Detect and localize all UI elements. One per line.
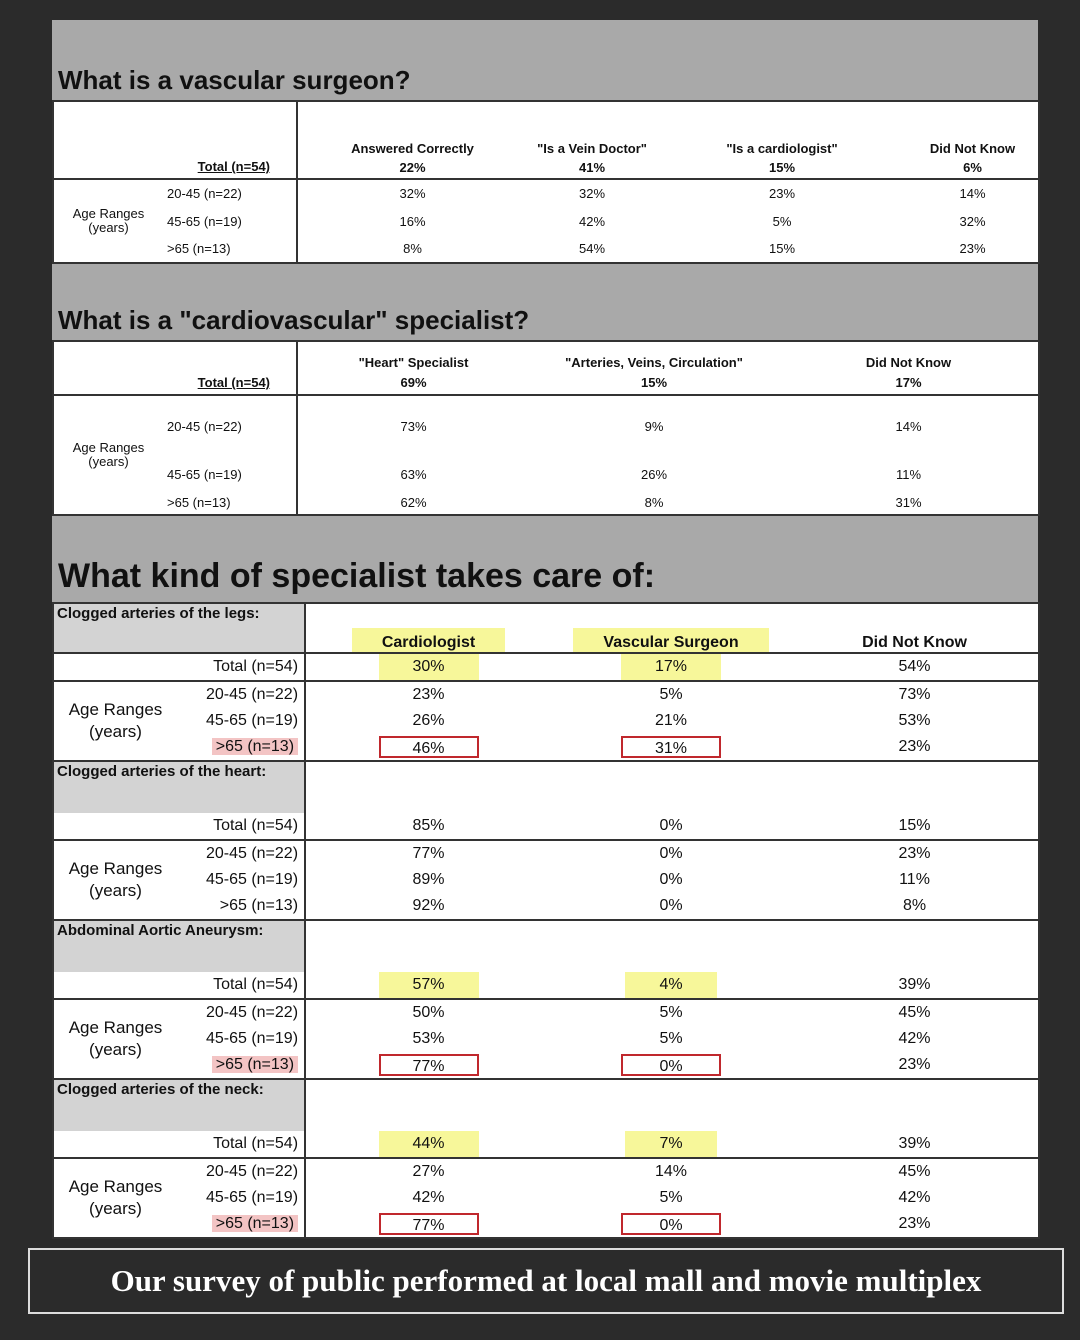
row-label: 45-65 (n=19) [177,1026,305,1052]
total-value: 7% [625,1131,716,1157]
row-label: >65 (n=13) [177,893,305,920]
col-header-vascular-surgeon: Vascular Surgeon [573,628,768,652]
total-value: 17% [895,375,922,390]
total-value: 15% [641,375,668,390]
table-row [53,179,1039,207]
cell: 42% [579,213,606,229]
row-label: >65 (n=13) [177,1052,305,1079]
age-ranges-label: Age Ranges (years) [53,999,177,1079]
age-ranges-label: Age Ranges (years) [53,395,163,515]
col-header-did-not-know: Did Not Know [862,634,967,651]
col-header: "Arteries, Veins, Circulation" [565,355,743,370]
col-header: Did Not Know [929,141,1016,156]
cell: 0% [659,897,683,914]
cell: 15% [769,241,796,256]
cell: 53% [898,712,931,729]
category-label: Abdominal Aortic Aneurysm: [53,920,305,972]
col-header: Answered Correctly [351,141,474,156]
age-ranges-label: Age Ranges (years) [53,840,177,920]
age-ranges-label: Age Ranges (years) [53,1158,177,1238]
cell: 26% [641,466,668,482]
row-label: >65 (n=13) [163,491,297,515]
highlighted-cell: 46% [379,736,479,758]
cell: 23% [657,179,907,207]
cell: 8% [902,897,927,914]
total-label: Total (n=54) [53,972,305,999]
total-value: 54% [791,653,1039,681]
cell: 11% [899,871,930,888]
cell: 8% [403,241,422,256]
table-row [53,999,1039,1026]
cell: 5% [659,1004,683,1021]
section-title: What is a vascular surgeon? [58,65,411,95]
row-label: 20-45 (n=22) [177,999,305,1026]
total-value: 6% [963,160,982,175]
cell: 23% [898,1215,931,1232]
table-row [53,235,1039,263]
cell: 23% [898,738,931,755]
row-label: 45-65 (n=19) [163,457,297,491]
cell: 26% [412,712,445,729]
table-row [53,1026,1039,1052]
col-header: Did Not Know [865,355,952,370]
total-label: Total (n=54) [53,1131,305,1158]
cell: 45% [791,1158,1039,1185]
cell: 5% [659,686,683,703]
category-label: Clogged arteries of the legs: [53,603,305,653]
survey-sheet [52,20,1038,1239]
cell: 14% [655,1163,688,1180]
row-label: 45-65 (n=19) [177,708,305,734]
total-value: 15% [898,817,931,834]
col-header: "Is a cardiologist" [726,141,838,156]
cell: 16% [399,213,426,229]
highlighted-cell: 77% [379,1213,479,1235]
section-title: What is a "cardiovascular" specialist? [58,305,530,335]
cell: 23% [412,686,445,703]
table-row [53,972,1039,999]
row-label: 20-45 (n=22) [177,840,305,867]
total-value: 22% [399,160,426,175]
table-row [53,1185,1039,1211]
cell: 62% [400,495,427,510]
total-value: 85% [412,817,445,834]
cell: 42% [898,1189,931,1206]
table-row [53,457,1039,491]
cell: 14% [779,395,1039,457]
table-row [53,1052,1039,1079]
cell: 73% [297,395,529,457]
table-row [53,734,1039,761]
cell: 23% [898,1056,931,1073]
cell: 63% [400,466,427,482]
cell: 77% [412,845,445,862]
cell: 92% [412,897,445,914]
cell: 32% [527,179,657,207]
cell: 9% [529,395,779,457]
table-row [53,708,1039,734]
total-value: 41% [579,160,606,175]
cell: 0% [659,871,683,888]
col-header: "Heart" Specialist [358,355,469,370]
cell: 54% [579,241,606,256]
table-row [53,653,1039,681]
cell: 14% [907,179,1039,207]
row-label: 20-45 (n=22) [163,179,297,207]
total-label: Total (n=54) [197,159,271,174]
cell: 23% [959,241,986,256]
cell: 5% [659,1030,683,1047]
total-value: 4% [625,972,716,998]
cell: 5% [772,213,792,229]
table-row [53,491,1039,515]
survey-caption: Our survey of public performed at local mall and movie multiplex [28,1248,1064,1314]
highlighted-cell: 0% [621,1213,721,1235]
total-value: 39% [898,1135,931,1152]
cardiovascular-specialist-table [52,340,1040,516]
cell: 31% [895,495,922,510]
cell: 0% [659,845,683,862]
cell: 50% [412,1004,445,1021]
highlighted-cell: 77% [379,1054,479,1076]
row-label: 20-45 (n=22) [177,681,305,708]
table-row [53,395,1039,457]
age-ranges-label: Age Ranges (years) [53,179,163,263]
category-label: Clogged arteries of the neck: [53,1079,305,1131]
cell: 53% [412,1030,445,1047]
table-row [53,207,1039,235]
table-row [53,1131,1039,1158]
row-label: >65 (n=13) [163,235,297,263]
cell: 11% [895,466,922,482]
cell: 5% [659,1189,683,1206]
row-label: 45-65 (n=19) [177,1185,305,1211]
row-label: 45-65 (n=19) [177,867,305,893]
row-label: 20-45 (n=22) [163,395,297,457]
cell: 42% [412,1189,445,1206]
cell: 32% [297,179,527,207]
table-row [53,1211,1039,1238]
table-row [53,1158,1039,1185]
total-label: Total (n=54) [197,375,271,390]
table-row [53,840,1039,867]
cell: 73% [791,681,1039,708]
section-title: What kind of specialist takes care of: [58,557,656,595]
total-value: 69% [400,375,427,390]
cell: 21% [655,712,688,729]
section-cardiovascular-title-bar [52,264,1038,340]
vascular-surgeon-table [52,100,1040,264]
table-row [53,867,1039,893]
total-value: 30% [379,654,479,680]
total-value: 39% [898,976,931,993]
total-label: Total (n=54) [53,813,305,840]
cell: 27% [412,1163,445,1180]
row-label: >65 (n=13) [177,734,305,761]
row-label: >65 (n=13) [177,1211,305,1238]
row-label: 45-65 (n=19) [163,207,297,235]
highlighted-cell: 31% [621,736,721,758]
specialist-care-table [52,602,1040,1239]
col-header-cardiologist: Cardiologist [352,628,505,652]
cell: 23% [791,840,1039,867]
total-value: 17% [621,654,721,680]
section-vascular-surgeon-title-bar [52,20,1038,100]
cell: 42% [898,1030,931,1047]
table-row [53,893,1039,920]
cell: 8% [644,495,664,510]
total-value: 0% [659,817,683,834]
category-label: Clogged arteries of the heart: [53,761,305,813]
cell: 32% [959,213,986,229]
col-header: "Is a Vein Doctor" [537,141,647,156]
total-value: 57% [379,972,479,998]
section-specialist-care-title-bar [52,516,1038,602]
total-label: Total (n=54) [53,653,305,681]
cell: 45% [791,999,1039,1026]
total-value: 15% [769,160,796,175]
row-label: 20-45 (n=22) [177,1158,305,1185]
table-row [53,813,1039,840]
total-value: 44% [379,1131,479,1157]
highlighted-cell: 0% [621,1054,721,1076]
cell: 89% [412,871,445,888]
table-row [53,681,1039,708]
age-ranges-label: Age Ranges (years) [53,681,177,761]
